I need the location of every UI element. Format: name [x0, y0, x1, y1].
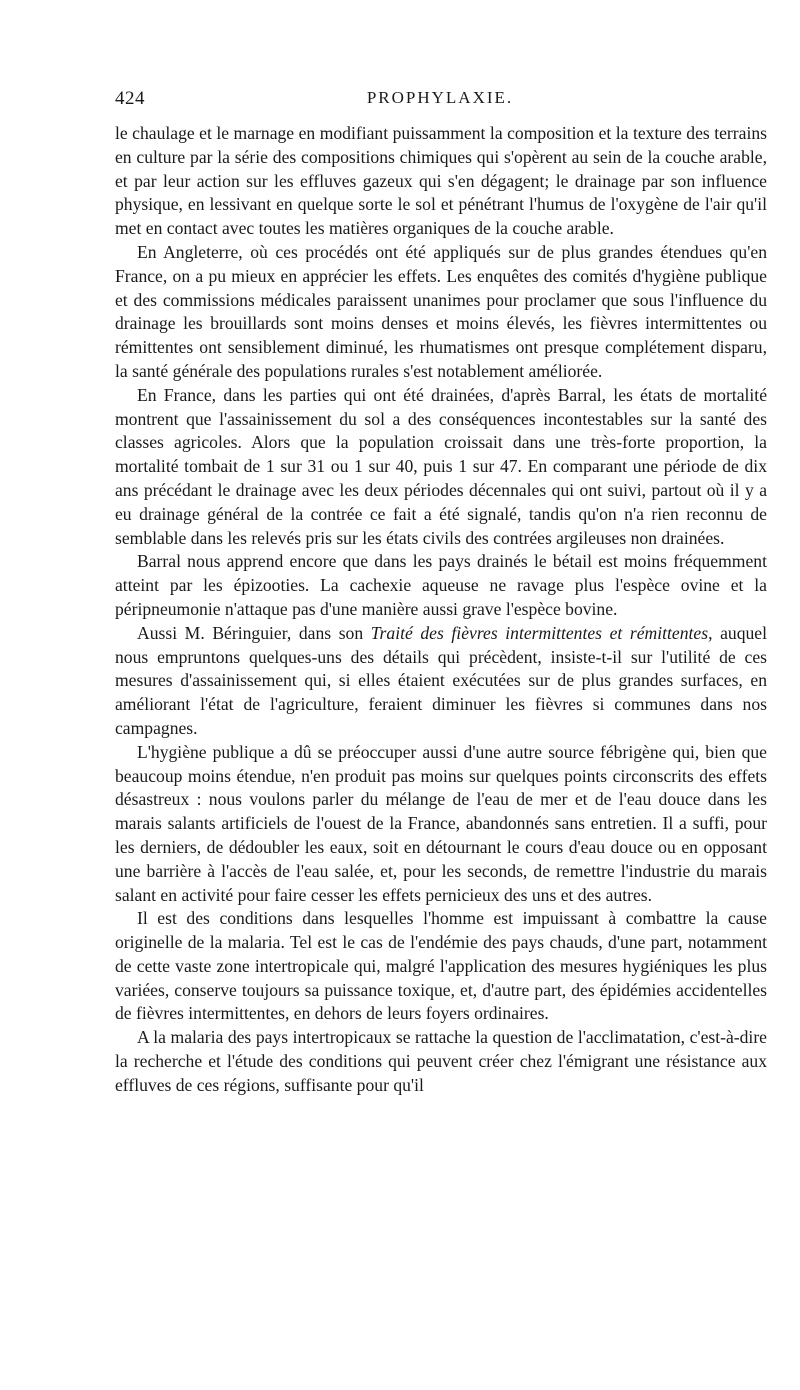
running-head [115, 88, 765, 114]
paragraph-marais-salants: L'hygiène publique a dû se préoccuper aussi d'une autre source fébrigène qui, bien que beaucoup moins étendue, n'en produit pas moins sur quelques points circonscrits des effets désastreux : nous voulons parler du mélange de l'eau de mer et de l'eau douce dans les marais salants artificiels de l'ouest de la France, abandonnés sans entretien. Il a suffi, pour les derniers, de dédoubler les eaux, soit en détournant le cours d'eau douce ou en opposant une barrière à l'accès de l'eau salée, et, pour les seconds, de remettre l'industrie du marais salant en activité pour faire cesser les effets pernicieux des uns et des autres. [115, 741, 767, 905]
paragraph-angleterre: En Angleterre, où ces procédés ont été appliqués sur de plus grandes étendues qu'en France, on a pu mieux en apprécier les effets. Les enquêtes des comités d'hygiène publique et des commissions médicales paraissent unanimes pour proclamer que sous l'influence du drainage les brouillards sont moins denses et moins élevés, les fièvres intermittentes ou rémittentes ont sensiblement diminué, les rhumatismes ont presque complétement disparu, la santé générale des populations rurales s'est notablement améliorée. [115, 241, 767, 381]
paragraph-acclimatation: A la malaria des pays intertropicaux se rattache la question de l'acclimatation, c'est-à-dire la recherche et l'étude des conditions qui peuvent créer chez l'émigrant une résistance aux effluves de ces régions, suffisante pour qu'il [115, 1027, 767, 1095]
running-title: PROPHYLAXIE. [366, 88, 514, 107]
book-title-traite-des-fievres: Traité des fièvres intermittentes et rémittentes [370, 622, 709, 643]
paragraph-chaulage-drainage: le chaulage et le marnage en modifiant puissamment la composition et la texture des terrains en culture par la série des compositions chimiques qui s'opèrent au sein de la couche arable, et par leur action sur les effluves gazeux qui s'en dégagent; le drainage par son influence physique, en lessivant en quelque sorte le sol et pénétrant l'humus de l'oxygène de l'air qu'il met en contact avec toutes les matières organiques de la couche arable. [115, 123, 767, 239]
paragraph-beringuier-rest: , auquel nous empruntons quelques-uns des détails qui précèdent, insiste-t-il sur l'utilité de ces mesures d'assainissement qui, si elles étaient exécutées sur de plus grandes surfaces, en améliorant l'état de l'agriculture, feraient diminuer les fièvres si communes dans nos campagnes. [115, 622, 767, 738]
paragraph-betail-epizooties: Barral nous apprend encore que dans les pays drainés le bétail est moins fréquemment atteint par les épizooties. La cachexie aqueuse ne ravage plus l'espèce ovine et la péripneumonie n'attaque pas d'une manière aussi grave l'espèce bovine. [115, 551, 767, 619]
page-number: 424 [115, 88, 145, 109]
paragraph-malaria-pays-chauds: Il est des conditions dans lesquelles l'homme est impuissant à combattre la cause originelle de la malaria. Tel est le cas de l'endémie des pays chauds, d'une part, notamment de cette vaste zone intertropicale qui, malgré l'application des mesures hygiéniques les plus variées, conserve toujours sa puissance toxique, et, d'autre part, des épidémies accidentelles de fièvres intermittentes, en dehors de leurs foyers ordinaires. [115, 908, 767, 1024]
paragraph-beringuier-intro: Aussi M. Béringuier, dans son [137, 622, 371, 643]
paragraph-beringuier [115, 622, 767, 741]
body-text [115, 122, 767, 1098]
paragraph-france-barral: En France, dans les parties qui ont été drainées, d'après Barral, les états de mortalité montrent que l'assainissement du sol a des conséquences incontestables sur la santé des classes agricoles. Alors que la population croissait dans une très-forte proportion, la mortalité tombait de 1 sur 31 ou 1 sur 40, puis 1 sur 47. En comparant une période de dix ans précédant le drainage avec les deux périodes décennales qui ont suivi, partout où il y a eu drainage général de la contrée ce fait a été signalé, tandis qu'on n'a rien reconnu de semblable dans les relevés pris sur les états civils des contrées argileuses non drainées. [115, 384, 767, 548]
